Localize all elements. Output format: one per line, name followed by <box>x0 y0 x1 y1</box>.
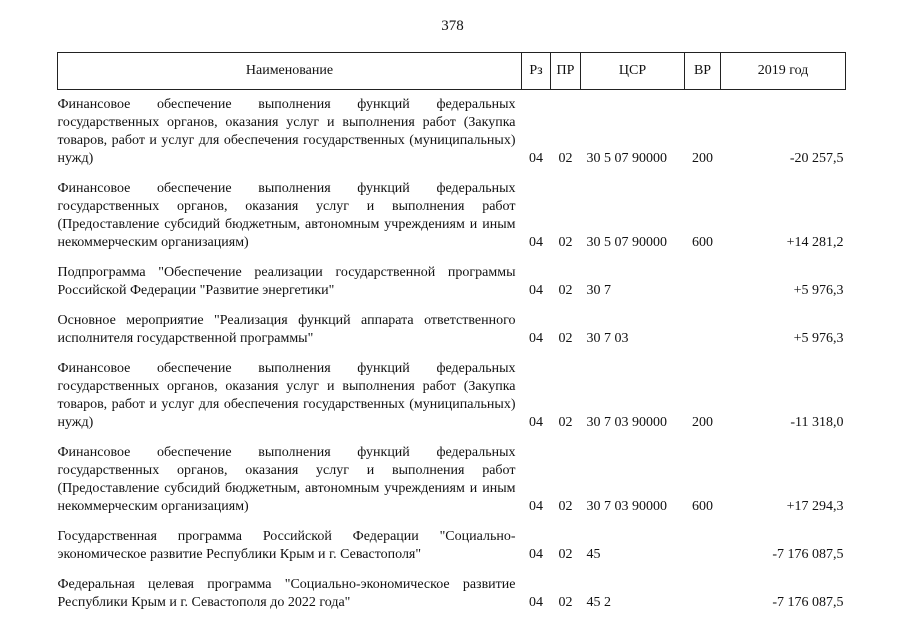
table-row <box>58 258 846 306</box>
table-row <box>58 354 846 438</box>
row-sum: +5 976,3 <box>793 283 844 298</box>
row-name: Финансовое обеспечение выполнения функций федеральных государственных органов, оказания услуг и выполнения работ (Предоставление субсидий бюджетным, автономным учреждениям и иным некоммерческим организациям) <box>57 445 516 514</box>
row-rz: 04 <box>529 415 543 430</box>
header-vr: ВР <box>685 53 721 90</box>
row-sum: -7 176 087,5 <box>772 547 844 562</box>
row-rz: 04 <box>529 331 543 346</box>
row-pr: 02 <box>558 415 573 430</box>
table-header <box>58 53 846 90</box>
row-vr <box>685 306 721 354</box>
row-sum: +14 281,2 <box>786 235 844 250</box>
row-rz: 04 <box>529 547 543 562</box>
row-pr: 02 <box>558 283 573 298</box>
row-csr: 30 5 07 90000 <box>586 235 667 250</box>
row-csr: 30 7 03 <box>586 331 629 346</box>
row-pr: 02 <box>558 499 573 514</box>
row-sum: -11 318,0 <box>790 415 844 430</box>
header-csr: ЦСР <box>581 53 685 90</box>
row-vr: 200 <box>692 151 713 166</box>
table-row <box>58 438 846 522</box>
row-name: Подпрограмма "Обеспечение реализации государственной программы Российской Федерации "Развитие энергетики" <box>57 265 516 298</box>
row-name: Финансовое обеспечение выполнения функций федеральных государственных органов, оказания услуг и выполнения работ (Закупка товаров, работ и услуг для обеспечения государственных (муниципальных) нужд) <box>57 361 516 430</box>
row-rz: 04 <box>529 283 543 298</box>
header-name: Наименование <box>58 53 522 90</box>
row-csr: 30 7 03 90000 <box>586 499 667 514</box>
row-csr: 30 7 <box>586 283 611 298</box>
table-row <box>58 306 846 354</box>
table-row <box>58 90 846 175</box>
row-rz: 04 <box>529 595 543 610</box>
row-vr <box>685 522 721 570</box>
header-rz: Рз <box>522 53 551 90</box>
row-sum: +17 294,3 <box>786 499 844 514</box>
header-pr: ПР <box>551 53 581 90</box>
row-name: Финансовое обеспечение выполнения функций федеральных государственных органов, оказания услуг и выполнения работ (Закупка товаров, работ и услуг для обеспечения государственных (муниципальных) нужд) <box>57 97 516 166</box>
row-sum: +5 976,3 <box>793 331 844 346</box>
row-name: Финансовое обеспечение выполнения функций федеральных государственных органов, оказания услуг и выполнения работ (Предоставление субсидий бюджетным, автономным учреждениям и иным некоммерческим организациям) <box>57 181 516 250</box>
row-pr: 02 <box>558 151 573 166</box>
row-sum: -7 176 087,5 <box>772 595 844 610</box>
row-vr <box>685 570 721 618</box>
row-name: Федеральная целевая программа "Социально-экономическое развитие Республики Крым и г. Севастополя до 2022 года" <box>57 577 516 610</box>
row-pr: 02 <box>558 595 573 610</box>
table-row <box>58 522 846 570</box>
table-row <box>58 570 846 618</box>
row-csr: 45 <box>586 547 601 562</box>
row-csr: 30 5 07 90000 <box>586 151 667 166</box>
row-vr: 600 <box>692 499 713 514</box>
row-rz: 04 <box>529 151 543 166</box>
row-pr: 02 <box>558 235 573 250</box>
table-row <box>58 174 846 258</box>
row-name: Государственная программа Российской Федерации "Социально-экономическое развитие Республики Крым и г. Севастополя" <box>57 529 516 562</box>
row-name: Основное мероприятие "Реализация функций аппарата ответственного исполнителя государственной программы" <box>57 313 516 346</box>
row-csr: 30 7 03 90000 <box>586 415 667 430</box>
row-pr: 02 <box>558 331 573 346</box>
row-sum: -20 257,5 <box>789 151 844 166</box>
row-vr: 200 <box>692 415 713 430</box>
row-csr: 45 2 <box>586 595 611 610</box>
row-vr: 600 <box>692 235 713 250</box>
row-pr: 02 <box>558 547 573 562</box>
row-rz: 04 <box>529 235 543 250</box>
budget-table <box>57 52 846 618</box>
table-body <box>58 90 846 619</box>
header-year: 2019 год <box>721 53 846 90</box>
row-vr <box>685 258 721 306</box>
row-rz: 04 <box>529 499 543 514</box>
page-number: 378 <box>441 18 464 34</box>
